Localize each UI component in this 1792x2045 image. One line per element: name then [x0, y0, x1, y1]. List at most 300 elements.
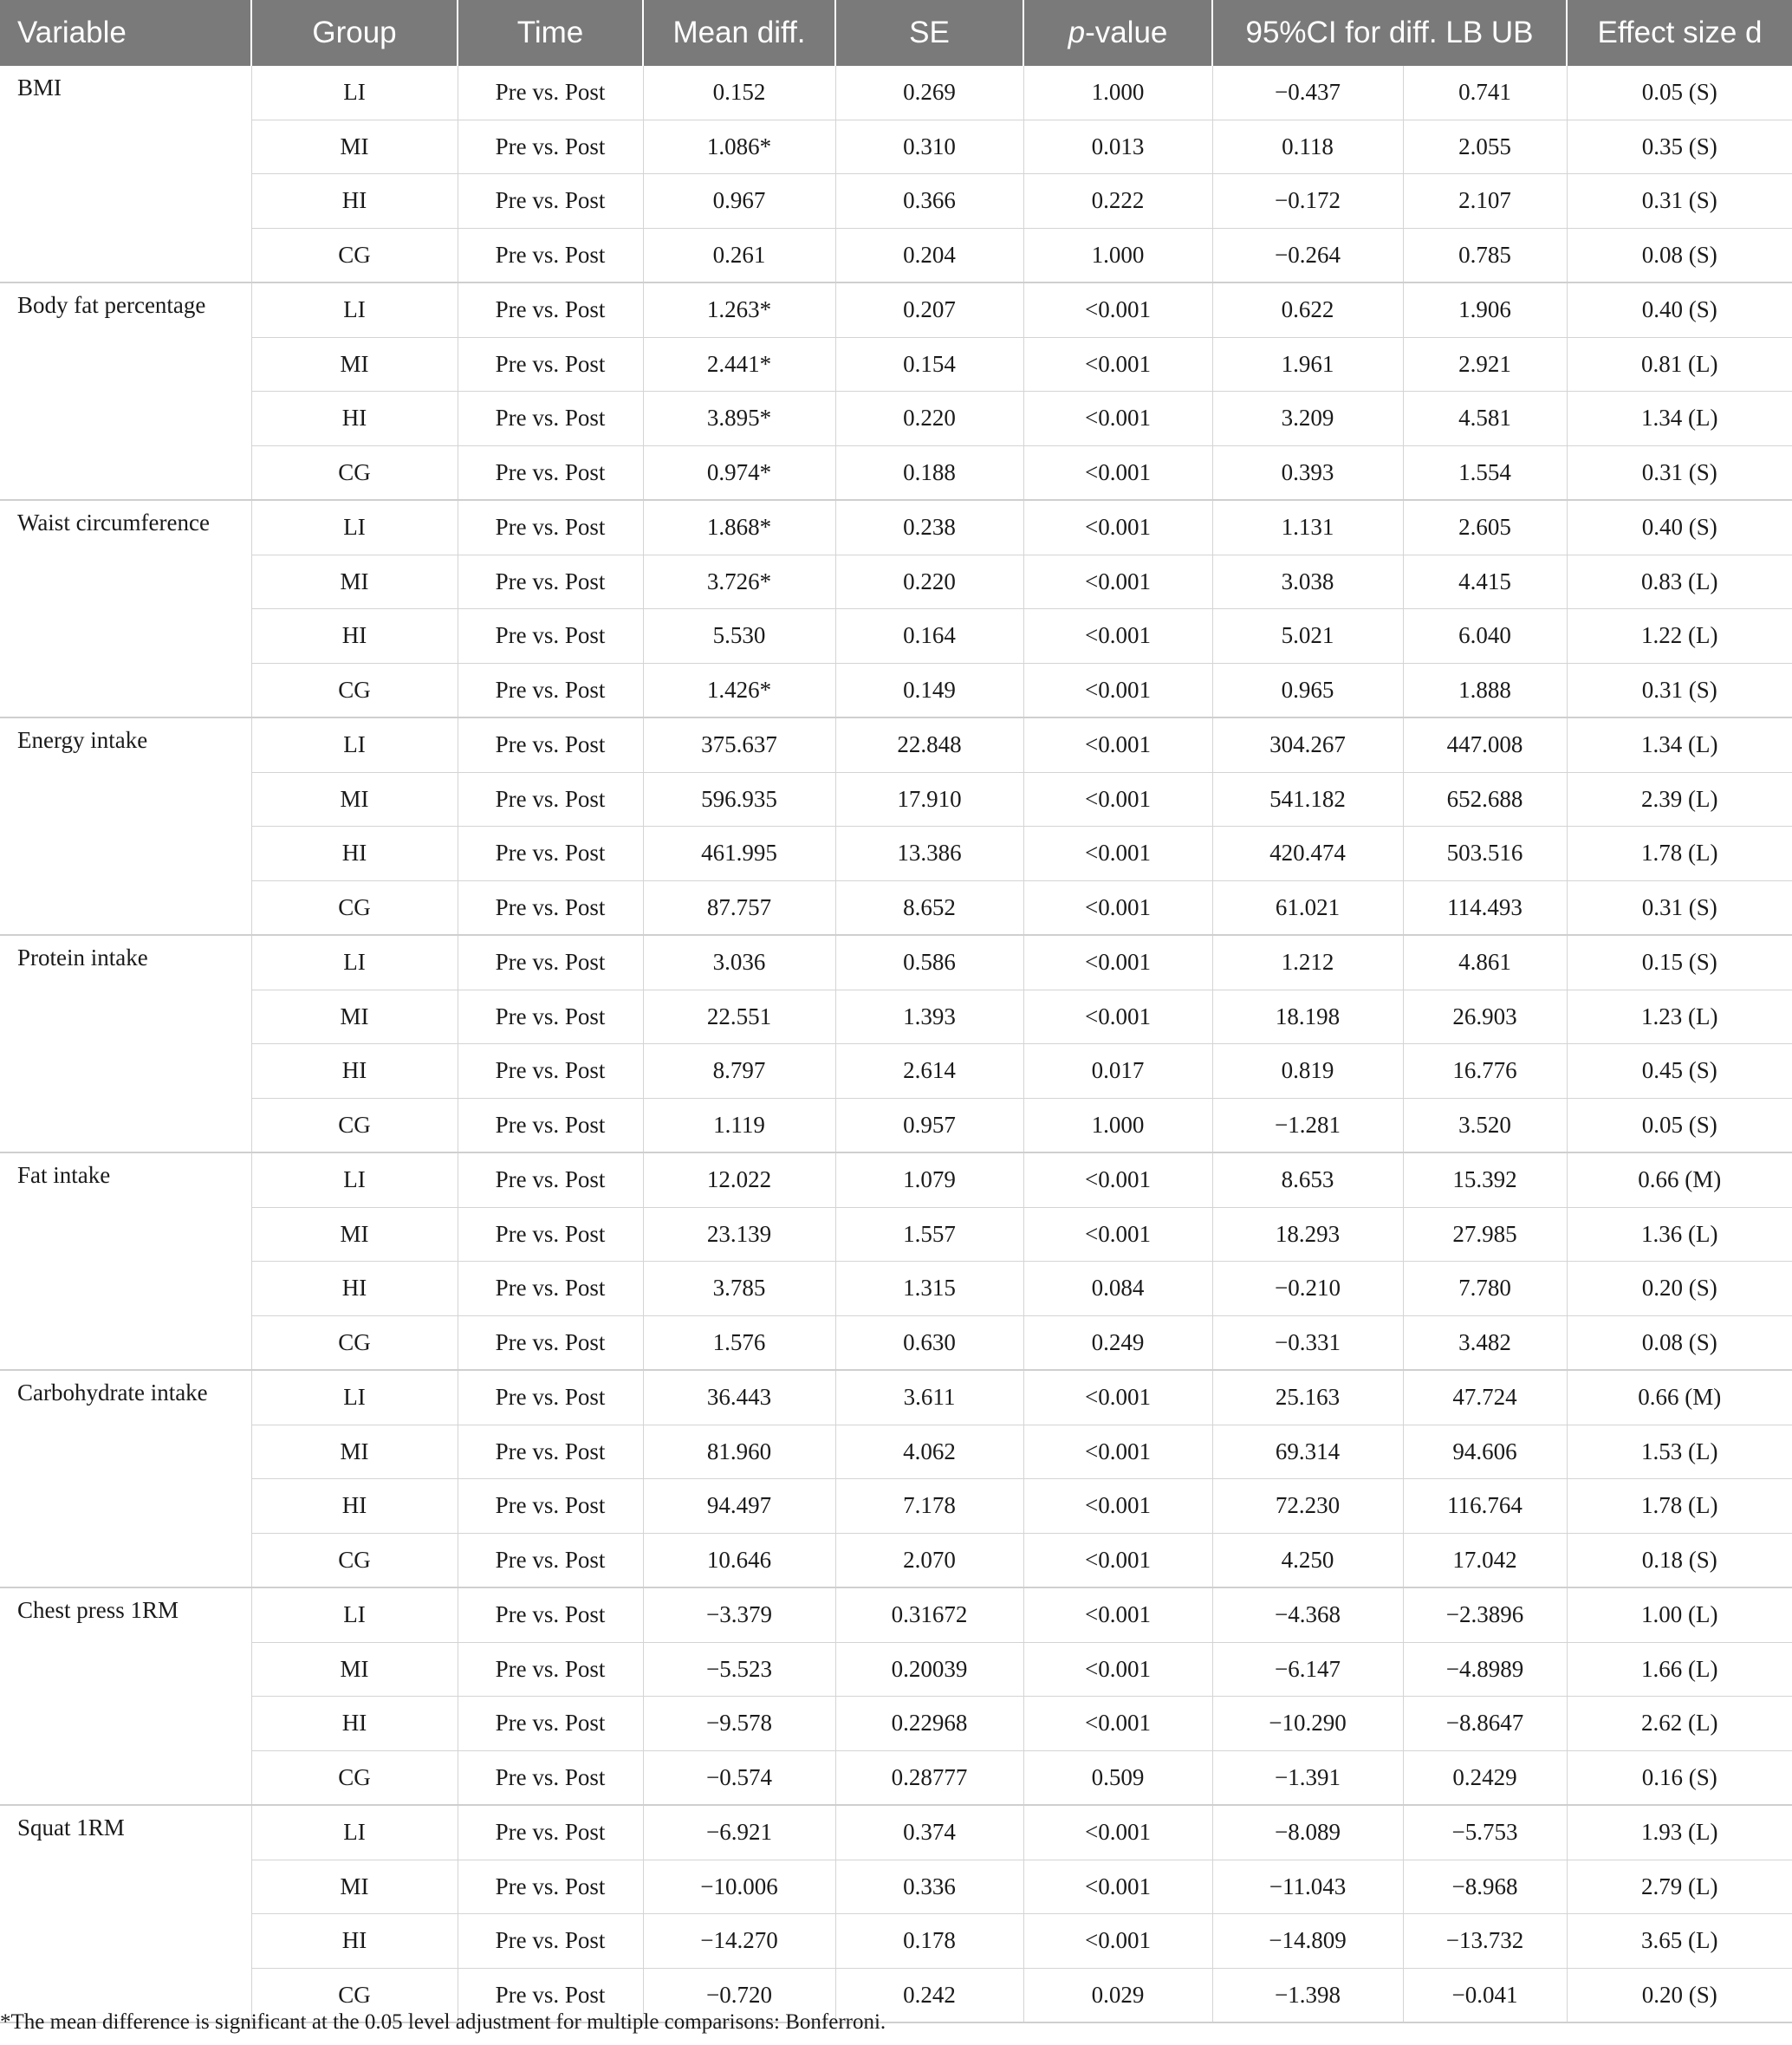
cell-ci-lower: 1.212 — [1212, 935, 1403, 990]
cell-se: 0.149 — [835, 663, 1023, 717]
cell-time: Pre vs. Post — [458, 1425, 643, 1479]
table-row — [0, 663, 1792, 717]
cell-ci-upper: 3.482 — [1403, 1315, 1567, 1370]
cell-ci-lower: 1.961 — [1212, 337, 1403, 392]
cell-time: Pre vs. Post — [458, 1152, 643, 1207]
cell-effect-size: 0.40 (S) — [1567, 282, 1792, 337]
cell-group: MI — [251, 555, 458, 609]
table-row — [0, 282, 1792, 337]
cell-mean-diff: 0.967 — [643, 174, 835, 229]
cell-mean-diff: 10.646 — [643, 1533, 835, 1587]
cell-time: Pre vs. Post — [458, 1750, 643, 1805]
cell-se: 0.207 — [835, 282, 1023, 337]
cell-time: Pre vs. Post — [458, 1860, 643, 1914]
cell-effect-size: 0.08 (S) — [1567, 1315, 1792, 1370]
cell-group: LI — [251, 935, 458, 990]
cell-effect-size: 0.20 (S) — [1567, 1262, 1792, 1316]
cell-p-value: <0.001 — [1023, 1860, 1212, 1914]
cell-ci-upper: 116.764 — [1403, 1479, 1567, 1534]
cell-ci-lower: 18.293 — [1212, 1207, 1403, 1262]
cell-ci-upper: 1.554 — [1403, 445, 1567, 500]
table-row — [0, 1805, 1792, 1860]
cell-p-value: <0.001 — [1023, 282, 1212, 337]
cell-effect-size: 0.20 (S) — [1567, 1968, 1792, 2022]
cell-time: Pre vs. Post — [458, 282, 643, 337]
cell-time: Pre vs. Post — [458, 1968, 643, 2022]
cell-se: 0.238 — [835, 500, 1023, 555]
table-row — [0, 337, 1792, 392]
cell-ci-lower: 72.230 — [1212, 1479, 1403, 1534]
header-row — [0, 0, 1792, 66]
cell-variable: Energy intake — [0, 717, 251, 935]
cell-group: HI — [251, 1479, 458, 1534]
header-p-italic: p — [1068, 16, 1086, 49]
cell-variable: BMI — [0, 66, 251, 282]
cell-p-value: 1.000 — [1023, 228, 1212, 282]
cell-time: Pre vs. Post — [458, 1805, 643, 1860]
cell-group: CG — [251, 445, 458, 500]
cell-ci-lower: 0.965 — [1212, 663, 1403, 717]
cell-se: 8.652 — [835, 880, 1023, 935]
cell-se: 0.242 — [835, 1968, 1023, 2022]
table-row — [0, 1044, 1792, 1099]
table-body — [0, 66, 1792, 2022]
cell-mean-diff: 0.974* — [643, 445, 835, 500]
cell-p-value: <0.001 — [1023, 337, 1212, 392]
cell-effect-size: 1.34 (L) — [1567, 392, 1792, 446]
cell-ci-upper: 4.861 — [1403, 935, 1567, 990]
cell-group: HI — [251, 174, 458, 229]
cell-group: MI — [251, 1642, 458, 1697]
cell-ci-lower: −1.391 — [1212, 1750, 1403, 1805]
cell-group: HI — [251, 609, 458, 664]
cell-se: 17.910 — [835, 772, 1023, 827]
cell-ci-upper: 0.2429 — [1403, 1750, 1567, 1805]
table-row — [0, 717, 1792, 772]
cell-ci-lower: 304.267 — [1212, 717, 1403, 772]
cell-group: CG — [251, 1750, 458, 1805]
header-variable: Variable — [0, 0, 251, 66]
cell-mean-diff: 1.263* — [643, 282, 835, 337]
cell-effect-size: 0.40 (S) — [1567, 500, 1792, 555]
cell-ci-upper: 2.107 — [1403, 174, 1567, 229]
cell-mean-diff: 3.036 — [643, 935, 835, 990]
cell-mean-diff: −9.578 — [643, 1697, 835, 1751]
cell-time: Pre vs. Post — [458, 1207, 643, 1262]
cell-mean-diff: 3.726* — [643, 555, 835, 609]
table-row — [0, 880, 1792, 935]
cell-mean-diff: 0.152 — [643, 66, 835, 120]
cell-time: Pre vs. Post — [458, 1044, 643, 1099]
cell-effect-size: 0.18 (S) — [1567, 1533, 1792, 1587]
cell-mean-diff: −0.574 — [643, 1750, 835, 1805]
cell-group: HI — [251, 1914, 458, 1969]
cell-ci-lower: −1.281 — [1212, 1098, 1403, 1152]
cell-ci-upper: −2.3896 — [1403, 1587, 1567, 1642]
table-row — [0, 935, 1792, 990]
cell-ci-lower: −10.290 — [1212, 1697, 1403, 1751]
cell-ci-lower: 0.819 — [1212, 1044, 1403, 1099]
cell-p-value: <0.001 — [1023, 445, 1212, 500]
table-row — [0, 500, 1792, 555]
cell-mean-diff: −0.720 — [643, 1968, 835, 2022]
cell-ci-lower: −0.264 — [1212, 228, 1403, 282]
cell-variable: Fat intake — [0, 1152, 251, 1370]
cell-ci-upper: 4.415 — [1403, 555, 1567, 609]
cell-p-value: 0.084 — [1023, 1262, 1212, 1316]
table-row — [0, 120, 1792, 174]
cell-time: Pre vs. Post — [458, 1479, 643, 1534]
cell-mean-diff: 81.960 — [643, 1425, 835, 1479]
cell-ci-upper: 1.888 — [1403, 663, 1567, 717]
cell-mean-diff: 12.022 — [643, 1152, 835, 1207]
cell-p-value: <0.001 — [1023, 1425, 1212, 1479]
cell-se: 0.310 — [835, 120, 1023, 174]
cell-time: Pre vs. Post — [458, 500, 643, 555]
cell-p-value: 0.249 — [1023, 1315, 1212, 1370]
cell-effect-size: 1.78 (L) — [1567, 827, 1792, 881]
cell-se: 22.848 — [835, 717, 1023, 772]
cell-variable: Carbohydrate intake — [0, 1370, 251, 1587]
cell-se: 0.31672 — [835, 1587, 1023, 1642]
cell-ci-upper: 0.785 — [1403, 228, 1567, 282]
table-row — [0, 827, 1792, 881]
cell-se: 0.28777 — [835, 1750, 1023, 1805]
cell-group: CG — [251, 1315, 458, 1370]
cell-mean-diff: 36.443 — [643, 1370, 835, 1425]
cell-group: CG — [251, 663, 458, 717]
cell-time: Pre vs. Post — [458, 555, 643, 609]
cell-ci-lower: 0.393 — [1212, 445, 1403, 500]
table-row — [0, 990, 1792, 1044]
cell-ci-lower: −1.398 — [1212, 1968, 1403, 2022]
cell-se: 0.957 — [835, 1098, 1023, 1152]
cell-effect-size: 1.36 (L) — [1567, 1207, 1792, 1262]
cell-group: LI — [251, 500, 458, 555]
cell-p-value: <0.001 — [1023, 1479, 1212, 1534]
table-row — [0, 1262, 1792, 1316]
cell-time: Pre vs. Post — [458, 609, 643, 664]
cell-ci-lower: −0.210 — [1212, 1262, 1403, 1316]
cell-mean-diff: 596.935 — [643, 772, 835, 827]
cell-effect-size: 1.93 (L) — [1567, 1805, 1792, 1860]
cell-group: LI — [251, 66, 458, 120]
header-p-suffix: -value — [1085, 16, 1168, 49]
table-row — [0, 174, 1792, 229]
cell-time: Pre vs. Post — [458, 1697, 643, 1751]
cell-mean-diff: −14.270 — [643, 1914, 835, 1969]
cell-p-value: 0.013 — [1023, 120, 1212, 174]
cell-se: 0.220 — [835, 392, 1023, 446]
cell-effect-size: 0.31 (S) — [1567, 445, 1792, 500]
cell-time: Pre vs. Post — [458, 772, 643, 827]
cell-se: 0.164 — [835, 609, 1023, 664]
table-row — [0, 1750, 1792, 1805]
cell-se: 0.204 — [835, 228, 1023, 282]
cell-mean-diff: −5.523 — [643, 1642, 835, 1697]
table-row — [0, 1587, 1792, 1642]
cell-ci-lower: 0.118 — [1212, 120, 1403, 174]
cell-ci-upper: 6.040 — [1403, 609, 1567, 664]
cell-ci-lower: −6.147 — [1212, 1642, 1403, 1697]
cell-ci-lower: −0.331 — [1212, 1315, 1403, 1370]
cell-time: Pre vs. Post — [458, 827, 643, 881]
cell-p-value: 1.000 — [1023, 1098, 1212, 1152]
cell-ci-lower: 420.474 — [1212, 827, 1403, 881]
cell-ci-upper: 2.055 — [1403, 120, 1567, 174]
cell-se: 1.315 — [835, 1262, 1023, 1316]
cell-se: 0.630 — [835, 1315, 1023, 1370]
cell-group: HI — [251, 1697, 458, 1751]
cell-ci-lower: 5.021 — [1212, 609, 1403, 664]
header-se: SE — [835, 0, 1023, 66]
cell-ci-upper: −4.8989 — [1403, 1642, 1567, 1697]
table-row — [0, 1914, 1792, 1969]
cell-effect-size: 0.66 (M) — [1567, 1370, 1792, 1425]
cell-ci-upper: 652.688 — [1403, 772, 1567, 827]
cell-effect-size: 0.45 (S) — [1567, 1044, 1792, 1099]
cell-se: 1.079 — [835, 1152, 1023, 1207]
cell-mean-diff: −6.921 — [643, 1805, 835, 1860]
cell-effect-size: 0.05 (S) — [1567, 66, 1792, 120]
cell-ci-lower: 18.198 — [1212, 990, 1403, 1044]
cell-effect-size: 2.79 (L) — [1567, 1860, 1792, 1914]
cell-p-value: <0.001 — [1023, 880, 1212, 935]
cell-effect-size: 0.05 (S) — [1567, 1098, 1792, 1152]
cell-mean-diff: 375.637 — [643, 717, 835, 772]
cell-group: CG — [251, 228, 458, 282]
cell-variable: Squat 1RM — [0, 1805, 251, 2022]
cell-ci-upper: 16.776 — [1403, 1044, 1567, 1099]
header-mean-diff: Mean diff. — [643, 0, 835, 66]
cell-mean-diff: 1.119 — [643, 1098, 835, 1152]
cell-se: 0.178 — [835, 1914, 1023, 1969]
cell-se: 0.22968 — [835, 1697, 1023, 1751]
cell-variable: Chest press 1RM — [0, 1587, 251, 1805]
cell-p-value: <0.001 — [1023, 1642, 1212, 1697]
cell-mean-diff: −3.379 — [643, 1587, 835, 1642]
cell-ci-upper: −8.968 — [1403, 1860, 1567, 1914]
cell-ci-upper: −8.8647 — [1403, 1697, 1567, 1751]
table-row — [0, 1152, 1792, 1207]
table-row — [0, 445, 1792, 500]
cell-ci-upper: 4.581 — [1403, 392, 1567, 446]
cell-ci-lower: −0.437 — [1212, 66, 1403, 120]
cell-ci-upper: 2.605 — [1403, 500, 1567, 555]
cell-p-value: <0.001 — [1023, 1697, 1212, 1751]
cell-effect-size: 1.23 (L) — [1567, 990, 1792, 1044]
cell-time: Pre vs. Post — [458, 174, 643, 229]
cell-group: LI — [251, 1805, 458, 1860]
cell-p-value: <0.001 — [1023, 827, 1212, 881]
cell-ci-lower: 61.021 — [1212, 880, 1403, 935]
cell-se: 0.269 — [835, 66, 1023, 120]
cell-group: MI — [251, 1207, 458, 1262]
cell-effect-size: 0.81 (L) — [1567, 337, 1792, 392]
table-row — [0, 1697, 1792, 1751]
cell-effect-size: 0.31 (S) — [1567, 663, 1792, 717]
cell-p-value: <0.001 — [1023, 1207, 1212, 1262]
cell-ci-lower: 541.182 — [1212, 772, 1403, 827]
cell-ci-upper: −0.041 — [1403, 1968, 1567, 2022]
header-p-value — [1023, 0, 1212, 66]
cell-se: 2.070 — [835, 1533, 1023, 1587]
cell-se: 4.062 — [835, 1425, 1023, 1479]
cell-p-value: <0.001 — [1023, 555, 1212, 609]
cell-ci-upper: 94.606 — [1403, 1425, 1567, 1479]
cell-ci-upper: 447.008 — [1403, 717, 1567, 772]
table-row — [0, 1207, 1792, 1262]
cell-mean-diff: 1.086* — [643, 120, 835, 174]
cell-mean-diff: 3.785 — [643, 1262, 835, 1316]
cell-group: LI — [251, 1152, 458, 1207]
cell-p-value: <0.001 — [1023, 663, 1212, 717]
cell-ci-upper: 7.780 — [1403, 1262, 1567, 1316]
cell-ci-lower: 4.250 — [1212, 1533, 1403, 1587]
cell-ci-lower: −8.089 — [1212, 1805, 1403, 1860]
cell-p-value: 1.000 — [1023, 66, 1212, 120]
cell-ci-upper: 114.493 — [1403, 880, 1567, 935]
table-row — [0, 1860, 1792, 1914]
cell-se: 0.220 — [835, 555, 1023, 609]
cell-ci-upper: 1.906 — [1403, 282, 1567, 337]
cell-effect-size: 3.65 (L) — [1567, 1914, 1792, 1969]
cell-time: Pre vs. Post — [458, 392, 643, 446]
cell-effect-size: 0.16 (S) — [1567, 1750, 1792, 1805]
cell-p-value: 0.222 — [1023, 174, 1212, 229]
header-group: Group — [251, 0, 458, 66]
cell-effect-size: 0.31 (S) — [1567, 174, 1792, 229]
cell-group: HI — [251, 1262, 458, 1316]
cell-se: 0.154 — [835, 337, 1023, 392]
cell-time: Pre vs. Post — [458, 880, 643, 935]
cell-group: MI — [251, 337, 458, 392]
header-effect-size: Effect size d — [1567, 0, 1792, 66]
cell-group: HI — [251, 1044, 458, 1099]
cell-ci-upper: 2.921 — [1403, 337, 1567, 392]
cell-se: 7.178 — [835, 1479, 1023, 1534]
cell-time: Pre vs. Post — [458, 445, 643, 500]
cell-ci-lower: −14.809 — [1212, 1914, 1403, 1969]
cell-ci-lower: 3.038 — [1212, 555, 1403, 609]
cell-ci-lower: 25.163 — [1212, 1370, 1403, 1425]
cell-group: LI — [251, 1587, 458, 1642]
cell-time: Pre vs. Post — [458, 1262, 643, 1316]
cell-mean-diff: 2.441* — [643, 337, 835, 392]
cell-effect-size: 1.66 (L) — [1567, 1642, 1792, 1697]
cell-variable: Protein intake — [0, 935, 251, 1152]
cell-p-value: <0.001 — [1023, 990, 1212, 1044]
cell-p-value: <0.001 — [1023, 392, 1212, 446]
cell-ci-lower: 69.314 — [1212, 1425, 1403, 1479]
cell-p-value: <0.001 — [1023, 935, 1212, 990]
footnote: *The mean difference is significant at the 0.05 level adjustment for multiple comparisons: Bonferroni. — [0, 2010, 886, 2034]
cell-ci-upper: 15.392 — [1403, 1152, 1567, 1207]
cell-p-value: <0.001 — [1023, 1370, 1212, 1425]
cell-group: CG — [251, 880, 458, 935]
table-row — [0, 1425, 1792, 1479]
cell-p-value: 0.017 — [1023, 1044, 1212, 1099]
cell-se: 0.586 — [835, 935, 1023, 990]
cell-ci-upper: 503.516 — [1403, 827, 1567, 881]
cell-group: HI — [251, 392, 458, 446]
table-row — [0, 1642, 1792, 1697]
cell-mean-diff: 5.530 — [643, 609, 835, 664]
cell-effect-size: 0.83 (L) — [1567, 555, 1792, 609]
cell-se: 13.386 — [835, 827, 1023, 881]
cell-ci-lower: 3.209 — [1212, 392, 1403, 446]
table-row — [0, 228, 1792, 282]
cell-se: 3.611 — [835, 1370, 1023, 1425]
cell-group: HI — [251, 827, 458, 881]
cell-effect-size: 2.62 (L) — [1567, 1697, 1792, 1751]
cell-group: MI — [251, 990, 458, 1044]
cell-p-value: <0.001 — [1023, 1152, 1212, 1207]
cell-group: CG — [251, 1968, 458, 2022]
cell-variable: Body fat percentage — [0, 282, 251, 500]
cell-p-value: 0.029 — [1023, 1968, 1212, 2022]
cell-effect-size: 1.78 (L) — [1567, 1479, 1792, 1534]
cell-se: 2.614 — [835, 1044, 1023, 1099]
table-row — [0, 66, 1792, 120]
cell-ci-upper: 0.741 — [1403, 66, 1567, 120]
cell-effect-size: 1.53 (L) — [1567, 1425, 1792, 1479]
cell-p-value: <0.001 — [1023, 717, 1212, 772]
cell-se: 1.393 — [835, 990, 1023, 1044]
cell-mean-diff: 0.261 — [643, 228, 835, 282]
cell-se: 1.557 — [835, 1207, 1023, 1262]
cell-group: CG — [251, 1533, 458, 1587]
cell-time: Pre vs. Post — [458, 1370, 643, 1425]
header-time: Time — [458, 0, 643, 66]
cell-effect-size: 2.39 (L) — [1567, 772, 1792, 827]
cell-mean-diff: 22.551 — [643, 990, 835, 1044]
cell-effect-size: 1.34 (L) — [1567, 717, 1792, 772]
cell-mean-diff: 1.576 — [643, 1315, 835, 1370]
cell-ci-lower: 0.622 — [1212, 282, 1403, 337]
cell-time: Pre vs. Post — [458, 1098, 643, 1152]
cell-time: Pre vs. Post — [458, 1533, 643, 1587]
table-row — [0, 1315, 1792, 1370]
cell-mean-diff: 1.426* — [643, 663, 835, 717]
cell-time: Pre vs. Post — [458, 1315, 643, 1370]
cell-mean-diff: 3.895* — [643, 392, 835, 446]
cell-effect-size: 1.00 (L) — [1567, 1587, 1792, 1642]
cell-se: 0.336 — [835, 1860, 1023, 1914]
cell-ci-lower: −11.043 — [1212, 1860, 1403, 1914]
cell-time: Pre vs. Post — [458, 120, 643, 174]
table-row — [0, 1479, 1792, 1534]
table-row — [0, 609, 1792, 664]
cell-group: CG — [251, 1098, 458, 1152]
cell-time: Pre vs. Post — [458, 663, 643, 717]
cell-mean-diff: 87.757 — [643, 880, 835, 935]
cell-variable: Waist circumference — [0, 500, 251, 717]
cell-group: LI — [251, 282, 458, 337]
cell-se: 0.374 — [835, 1805, 1023, 1860]
cell-mean-diff: 1.868* — [643, 500, 835, 555]
table-row — [0, 772, 1792, 827]
cell-ci-lower: −4.368 — [1212, 1587, 1403, 1642]
cell-p-value: <0.001 — [1023, 772, 1212, 827]
cell-time: Pre vs. Post — [458, 717, 643, 772]
cell-ci-upper: −13.732 — [1403, 1914, 1567, 1969]
cell-ci-lower: −0.172 — [1212, 174, 1403, 229]
cell-mean-diff: 8.797 — [643, 1044, 835, 1099]
cell-ci-upper: 26.903 — [1403, 990, 1567, 1044]
cell-effect-size: 0.35 (S) — [1567, 120, 1792, 174]
cell-mean-diff: 23.139 — [643, 1207, 835, 1262]
